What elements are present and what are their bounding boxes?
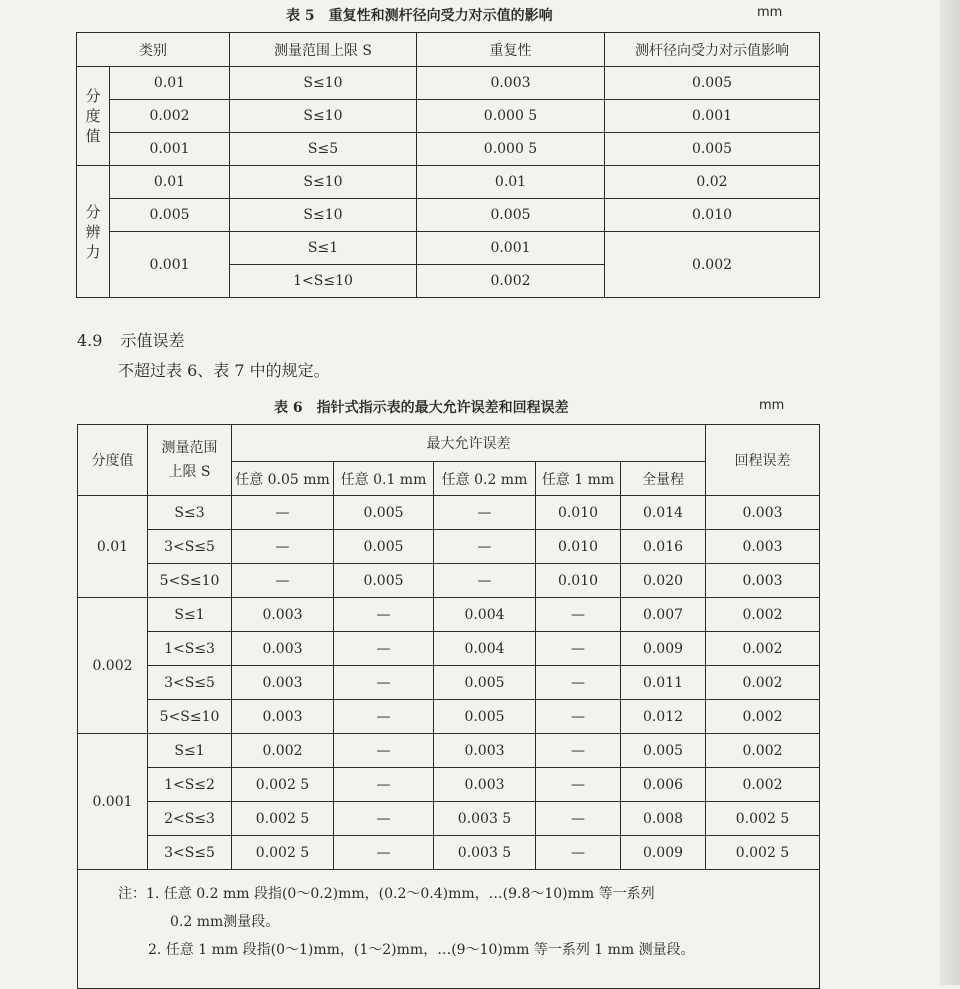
division-value-cell: 0.002: [78, 598, 148, 734]
cell: 1<S≤2: [148, 768, 232, 802]
cell: 0.010: [536, 564, 621, 598]
table-row: [78, 802, 820, 836]
table6-header-return-error: 回程误差: [706, 425, 820, 496]
cell: S≤1: [148, 598, 232, 632]
cell: 0.008: [621, 802, 706, 836]
cell: 0.006: [621, 768, 706, 802]
note-1-line-2: 0.2 mm测量段。: [170, 914, 280, 930]
group-label-resolution: 分 辨 力: [77, 166, 110, 298]
cell: 0.000 5: [417, 100, 605, 133]
section-number: 4.9: [77, 331, 103, 350]
cell: 0.003: [232, 700, 334, 734]
cell: 3<S≤5: [148, 666, 232, 700]
cell: 0.002: [417, 265, 605, 298]
cell: 3<S≤5: [148, 530, 232, 564]
table6-header-mpe: 最大允许误差: [232, 425, 706, 462]
table5-header-range: 测量范围上限 S: [230, 33, 417, 67]
cell: 0.003: [417, 67, 605, 100]
cell: 0.003 5: [434, 836, 536, 870]
table-row: [77, 166, 820, 199]
cell: S≤10: [230, 166, 417, 199]
cell: 5<S≤10: [148, 564, 232, 598]
cell: —: [434, 530, 536, 564]
cell: 0.005: [334, 530, 434, 564]
cell: 0.010: [536, 530, 621, 564]
cell: 0.003: [706, 564, 820, 598]
table6-header-division: 分度值: [78, 425, 148, 496]
section-title: 示值误差: [120, 331, 185, 350]
cell: 0.002: [706, 734, 820, 768]
cell: 5<S≤10: [148, 700, 232, 734]
table-row: [78, 496, 820, 530]
cell: —: [334, 836, 434, 870]
table-row: [77, 67, 820, 100]
cell: 0.016: [621, 530, 706, 564]
cell: 0.001: [110, 133, 230, 166]
table-row: [78, 564, 820, 598]
table5-unit: mm: [757, 5, 783, 20]
cell: 0.003: [232, 666, 334, 700]
cell: —: [536, 768, 621, 802]
table6-body: [78, 496, 820, 870]
section-heading: [77, 328, 184, 351]
cell: S≤10: [230, 100, 417, 133]
cell: —: [232, 530, 334, 564]
cell: —: [334, 802, 434, 836]
table5-header-repeatability: 重复性: [417, 33, 605, 67]
table-row: [77, 133, 820, 166]
table5: [76, 32, 820, 298]
table6-header-full-range: 全量程: [621, 462, 706, 496]
table-row: [78, 598, 820, 632]
cell: —: [334, 700, 434, 734]
table-row: [78, 632, 820, 666]
cell: 1<S≤10: [230, 265, 417, 298]
table-row: [78, 734, 820, 768]
table-row: [78, 700, 820, 734]
cell: 0.005: [434, 700, 536, 734]
page-edge: [940, 0, 960, 985]
cell: S≤10: [230, 199, 417, 232]
cell: 0.009: [621, 836, 706, 870]
cell: —: [334, 598, 434, 632]
cell: 0.003: [706, 530, 820, 564]
table5-header-category: 类别: [77, 33, 230, 67]
table6-header-any-01: 任意 0.1 mm: [334, 462, 434, 496]
cell: 0.02: [605, 166, 820, 199]
cell: 0.005: [605, 67, 820, 100]
cell: 0.002: [706, 598, 820, 632]
cell: 0.005: [334, 496, 434, 530]
cell: 0.002: [232, 734, 334, 768]
table-row: [77, 100, 820, 133]
cell: 0.004: [434, 598, 536, 632]
table6-header-any-1: 任意 1 mm: [536, 462, 621, 496]
cell: —: [334, 632, 434, 666]
cell: 0.003: [434, 768, 536, 802]
table6-caption: 表 6 指针式指示表的最大允许误差和回程误差: [274, 400, 569, 416]
cell: 0.003 5: [434, 802, 536, 836]
cell: 0.002: [706, 666, 820, 700]
cell: —: [232, 564, 334, 598]
cell: 0.005: [417, 199, 605, 232]
cell: 0.002: [605, 232, 820, 298]
cell: 0.01: [417, 166, 605, 199]
cell: 0.01: [110, 166, 230, 199]
table6-note-row: [78, 870, 820, 989]
table6-header-range: 测量范围 上限 S: [148, 425, 232, 496]
cell: 0.010: [605, 199, 820, 232]
cell: 0.005: [334, 564, 434, 598]
cell: 0.002 5: [706, 802, 820, 836]
cell: —: [536, 700, 621, 734]
cell: 0.005: [110, 199, 230, 232]
cell: 0.005: [605, 133, 820, 166]
table6-header-row-1: [78, 425, 820, 462]
cell: 0.001: [110, 232, 230, 298]
cell: S≤1: [148, 734, 232, 768]
cell: 0.003: [232, 598, 334, 632]
cell: 0.003: [706, 496, 820, 530]
cell: S≤5: [230, 133, 417, 166]
note-2: 2. 任意 1 mm 段指(0～1)mm，(1～2)mm，…(9～10)mm 等一系列 1 mm 测量段。: [148, 942, 695, 958]
cell: 0.011: [621, 666, 706, 700]
table6-unit: mm: [759, 398, 785, 413]
cell: —: [536, 802, 621, 836]
cell: 0.001: [417, 232, 605, 265]
cell: 0.004: [434, 632, 536, 666]
table-row: [77, 199, 820, 232]
cell: 1<S≤3: [148, 632, 232, 666]
cell: —: [536, 734, 621, 768]
cell: —: [334, 734, 434, 768]
note-1-line-1: 注：1. 任意 0.2 mm 段指(0～0.2)mm，(0.2～0.4)mm，…(9.8～10)mm 等一系列: [118, 886, 655, 902]
table-row: [78, 530, 820, 564]
cell: —: [536, 666, 621, 700]
cell: —: [434, 564, 536, 598]
cell: —: [334, 666, 434, 700]
cell: 0.010: [536, 496, 621, 530]
cell: 0.002: [706, 768, 820, 802]
cell: —: [536, 598, 621, 632]
cell: 0.003: [434, 734, 536, 768]
cell: 0.001: [605, 100, 820, 133]
cell: —: [334, 768, 434, 802]
cell: 0.002 5: [232, 802, 334, 836]
table6-notes: [78, 870, 820, 989]
cell: 3<S≤5: [148, 836, 232, 870]
cell: 0.002 5: [706, 836, 820, 870]
table-row: [78, 836, 820, 870]
division-value-cell: 0.001: [78, 734, 148, 870]
cell: 0.014: [621, 496, 706, 530]
cell: 0.005: [434, 666, 536, 700]
table5-header-row: [77, 33, 820, 67]
cell: 0.002: [110, 100, 230, 133]
cell: 0.002 5: [232, 768, 334, 802]
cell: 0.002 5: [232, 836, 334, 870]
cell: —: [232, 496, 334, 530]
cell: 0.009: [621, 632, 706, 666]
cell: 0.000 5: [417, 133, 605, 166]
cell: —: [536, 632, 621, 666]
cell: —: [434, 496, 536, 530]
cell: 0.002: [706, 700, 820, 734]
cell: 0.003: [232, 632, 334, 666]
cell: S≤10: [230, 67, 417, 100]
group-label-division: 分 度 值: [77, 67, 110, 166]
cell: 0.007: [621, 598, 706, 632]
table5-header-radial-force: 测杆径向受力对示值影响: [605, 33, 820, 67]
cell: S≤1: [230, 232, 417, 265]
cell: 0.020: [621, 564, 706, 598]
cell: 0.002: [706, 632, 820, 666]
cell: S≤3: [148, 496, 232, 530]
table-row: [78, 666, 820, 700]
cell: 2<S≤3: [148, 802, 232, 836]
table6: [77, 424, 820, 989]
table5-caption: 表 5 重复性和测杆径向受力对示值的影响: [286, 8, 553, 24]
table-row: [77, 232, 820, 265]
cell: 0.005: [621, 734, 706, 768]
cell: 0.012: [621, 700, 706, 734]
cell: 0.01: [110, 67, 230, 100]
division-value-cell: 0.01: [78, 496, 148, 598]
table6-header-any-005: 任意 0.05 mm: [232, 462, 334, 496]
section-body-text: 不超过表 6、表 7 中的规定。: [118, 361, 330, 380]
cell: —: [536, 836, 621, 870]
table-row: [78, 768, 820, 802]
table6-header-any-02: 任意 0.2 mm: [434, 462, 536, 496]
